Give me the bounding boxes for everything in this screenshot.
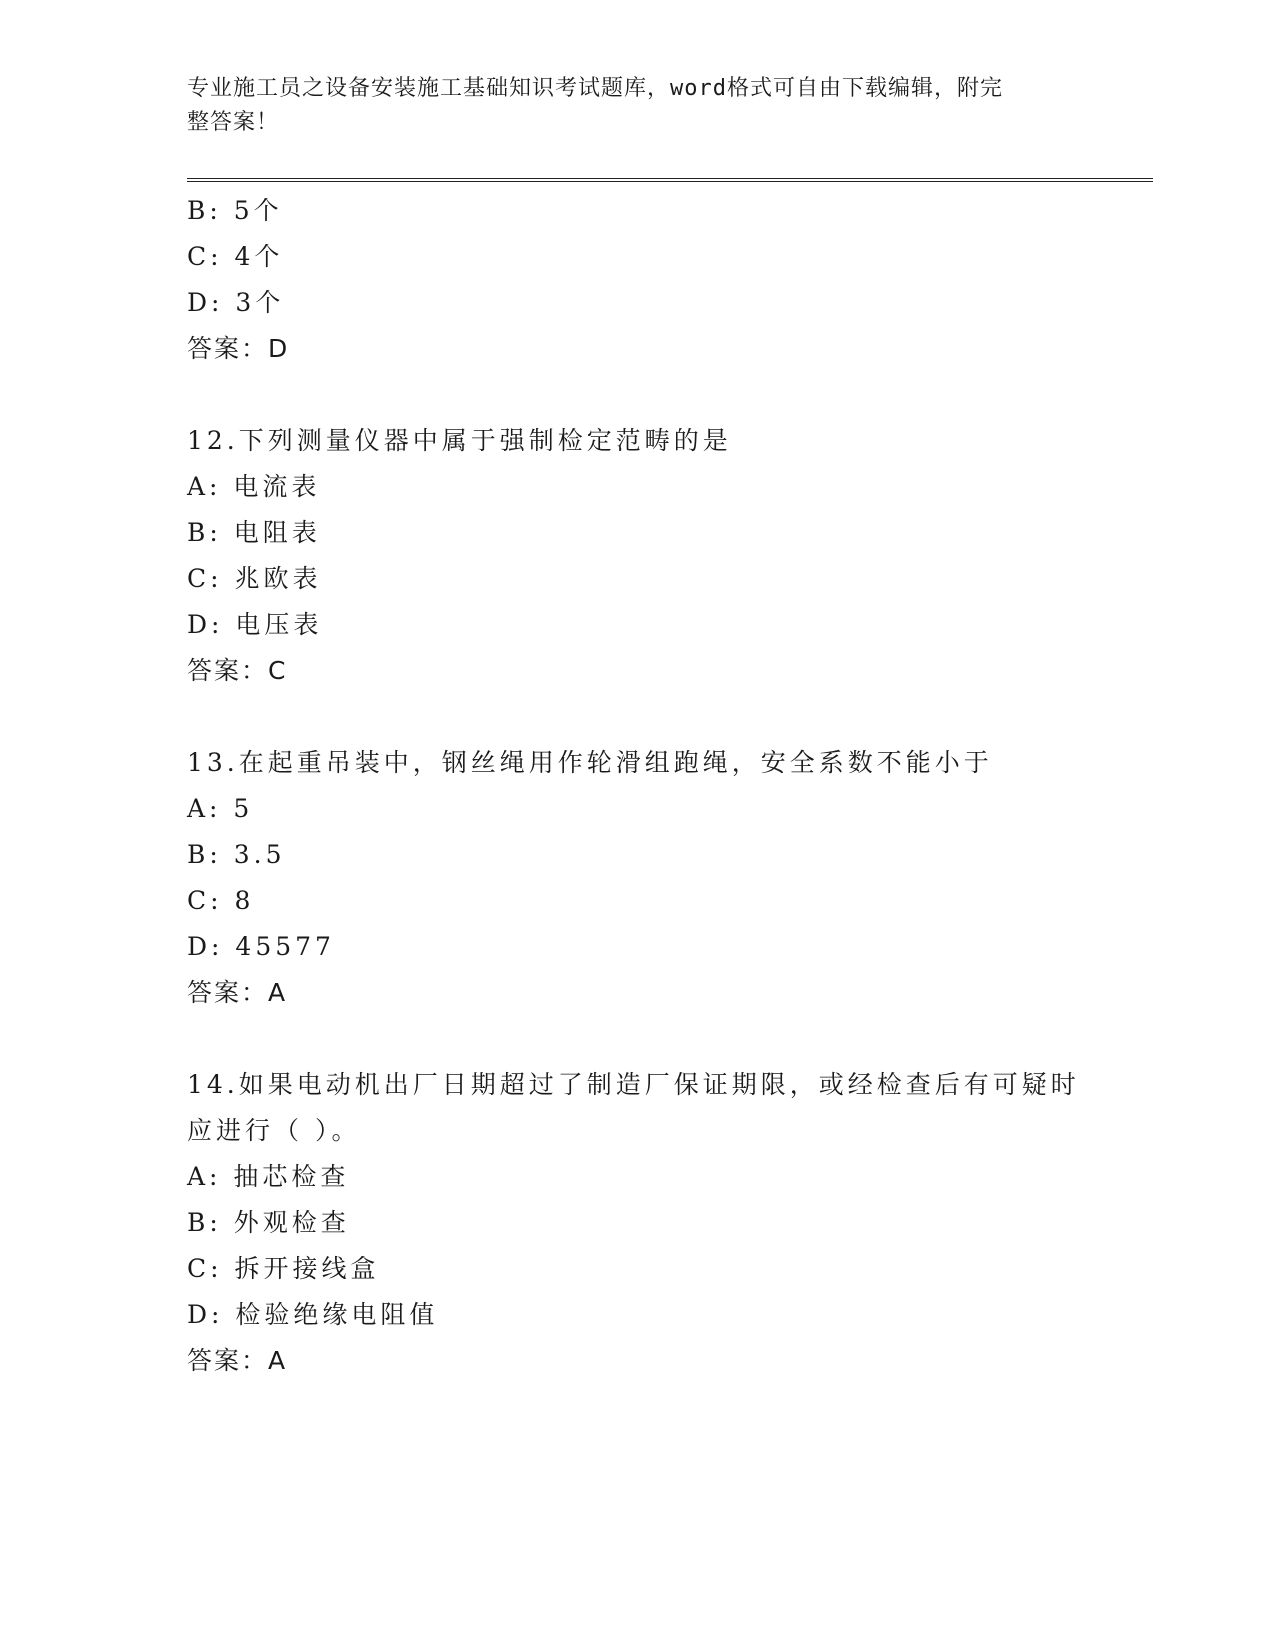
option-c: C: 拆开接线盒 <box>187 1254 380 1283</box>
question-text-line-1: 14.如果电动机出厂日期超过了制造厂保证期限，或经检查后有可疑时 <box>187 1070 1080 1099</box>
option-b: B: 电阻表 <box>187 518 321 547</box>
spacer <box>187 694 1087 740</box>
document-header <box>187 72 1067 140</box>
question-13 <box>187 740 1087 1016</box>
answer: 答案：D <box>187 334 290 363</box>
header-divider <box>187 178 1153 182</box>
header-line-2: 整答案！ <box>187 110 280 135</box>
question-list <box>187 188 1087 1384</box>
option-a: A: 5 <box>187 794 254 823</box>
option-c: C: 4个 <box>187 242 284 271</box>
spacer <box>187 1016 1087 1062</box>
option-d: D: 45577 <box>187 932 335 961</box>
question-11 <box>187 188 1087 372</box>
spacer <box>187 372 1087 418</box>
option-d: D: 3个 <box>187 288 285 317</box>
option-d: D: 检验绝缘电阻值 <box>187 1300 439 1329</box>
option-c: C: 兆欧表 <box>187 564 322 593</box>
option-b: B: 3.5 <box>187 840 286 869</box>
answer: 答案：A <box>187 1346 288 1375</box>
option-c: C: 8 <box>187 886 255 915</box>
answer: 答案：A <box>187 978 288 1007</box>
option-d: D: 电压表 <box>187 610 323 639</box>
option-a: A: 抽芯检查 <box>187 1162 350 1191</box>
question-text-line-2: 应进行（ ）。 <box>187 1116 361 1145</box>
option-b: B: 5个 <box>187 196 283 225</box>
option-a: A: 电流表 <box>187 472 321 501</box>
header-line-1: 专业施工员之设备安装施工基础知识考试题库，word格式可自由下载编辑，附完 <box>187 76 1003 101</box>
answer: 答案：C <box>187 656 288 685</box>
question-text: 13.在起重吊装中，钢丝绳用作轮滑组跑绳，安全系数不能小于 <box>187 748 993 777</box>
question-12 <box>187 418 1087 694</box>
question-text: 12.下列测量仪器中属于强制检定范畴的是 <box>187 426 732 455</box>
option-b: B: 外观检查 <box>187 1208 350 1237</box>
question-14 <box>187 1062 1087 1384</box>
